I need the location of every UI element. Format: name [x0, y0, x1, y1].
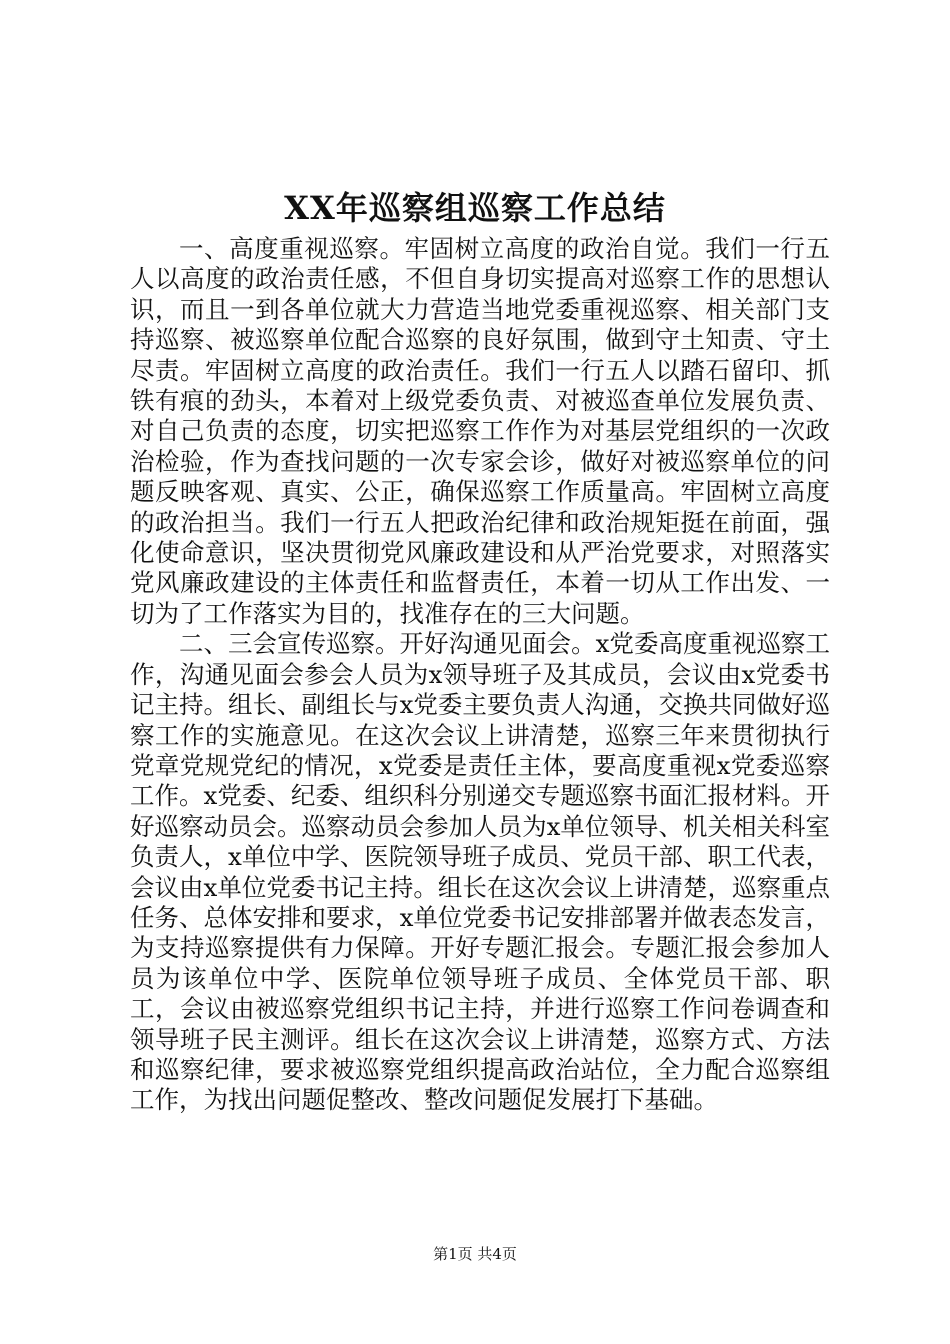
paragraph-2: 二、三会宣传巡察。开好沟通见面会。x党委高度重视巡察工作，沟通见面会参会人员为x领导班子及其成员，会议由x党委书记主持。组长、副组长与x党委主要负责人沟通，交换共同做好巡察工作的实施意见。在这次会议上讲清楚，巡察三年来贯彻执行党章党规党纪的情况，x党委是责任主体，要高度重视x党委巡察工作。x党委、纪委、组织科分别递交专题巡察书面汇报材料。开好巡察动员会。巡察动员会参加人员为x单位领导、机关相关科室负责人，x单位中学、医院领导班子成员、党员干部、职工代表，会议由x单位党委书记主持。组长在这次会议上讲清楚，巡察重点任务、总体安排和要求，x单位党委书记安排部署并做表态发言，为支持巡察提供有力保障。开好专题汇报会。专题汇报会参加人员为该单位中学、医院单位领导班子成员、全体党员干部、职工，会议由被巡察党组织书记主持，并进行巡察工作问卷调查和领导班子民主测评。组长在这次会议上讲清楚，巡察方式、方法和巡察纪律，要求被巡察党组织提高政治站位，全力配合巡察组工作，为找出问题促整改、整改问题促发展打下基础。	[130, 629, 830, 1115]
document-body	[130, 234, 830, 1116]
paragraph-1: 一、高度重视巡察。牢固树立高度的政治自觉。我们一行五人以高度的政治责任感，不但自身切实提高对巡察工作的思想认识，而且一到各单位就大力营造当地党委重视巡察、相关部门支持巡察、被巡察单位配合巡察的良好氛围，做到守土知责、守土尽责。牢固树立高度的政治责任。我们一行五人以踏石留印、抓铁有痕的劲头，本着对上级党委负责、对被巡查单位发展负责、对自己负责的态度，切实把巡察工作作为对基层党组织的一次政治检验，作为查找问题的一次专家会诊，做好对被巡察单位的问题反映客观、真实、公正，确保巡察工作质量高。牢固树立高度的政治担当。我们一行五人把政治纪律和政治规矩挺在前面，强化使命意识，坚决贯彻党风廉政建设和从严治党要求，对照落实党风廉政建设的主体责任和监督责任，本着一切从工作出发、一切为了工作落实为目的，找准存在的三大问题。	[130, 234, 830, 628]
page-number-footer: 第1页 共4页	[433, 1245, 517, 1263]
document-title: XX年巡察组巡察工作总结	[284, 189, 666, 227]
